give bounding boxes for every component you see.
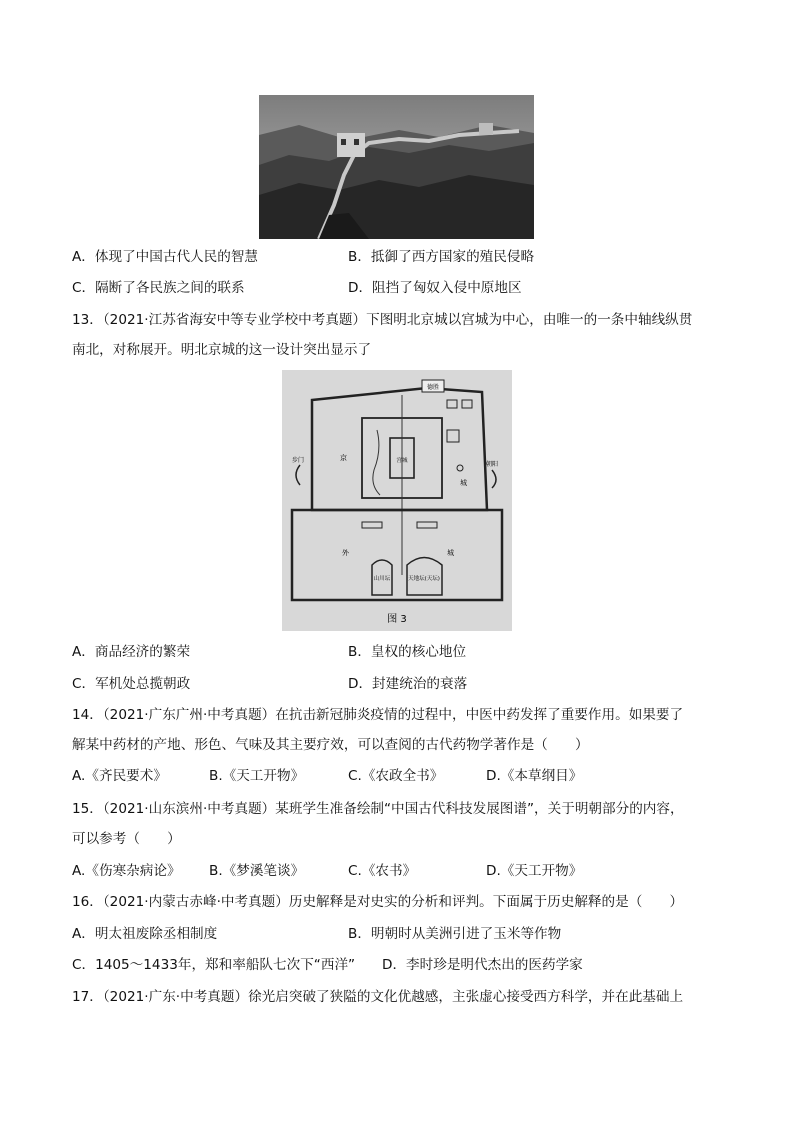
q16-stem-line1: 16．（2021·内蒙古赤峰·中考真题）历史解释是对史实的分析和评判。下面属于历史解释的是（ ） xyxy=(72,894,684,910)
q15-option-a: A.《伤寒杂病论》 xyxy=(72,863,181,879)
map-caption: 图 3 xyxy=(387,614,407,625)
map-label-west-gate: 步门 xyxy=(292,457,305,464)
map-label-jing2: 城 xyxy=(460,479,467,487)
great-wall-photo xyxy=(259,95,534,239)
beijing-map-figure xyxy=(282,370,512,631)
q13-option-c: C．军机处总揽朝政 xyxy=(72,676,191,692)
q16-option-b: B．明朝时从美洲引进了玉米等作物 xyxy=(348,926,562,942)
q13-stem-line1: 13．（2021·江苏省海安中等专业学校中考真题）下图明北京城以宫城为中心，由唯一的一条中轴线纵贯 xyxy=(72,312,693,328)
q14-option-a: A.《齐民要术》 xyxy=(72,768,167,784)
map-label-jing1: 京 xyxy=(340,454,347,462)
q13-option-d: D．封建统治的衰落 xyxy=(348,676,468,692)
q15-stem-line2: 可以参考（ ） xyxy=(72,831,181,847)
q12-option-d: D．阻挡了匈奴入侵中原地区 xyxy=(348,280,522,296)
map-label-shanchuan: 山川坛 xyxy=(373,576,391,582)
map-label-top-gate: 德胜 xyxy=(426,384,440,391)
q14-stem-line2: 解某中药材的产地、形色、气味及其主要疗效，可以查阅的古代药物学著作是（ ） xyxy=(72,737,589,753)
q14-option-d: D.《本草纲目》 xyxy=(486,768,583,784)
map-label-outer-right: 城 xyxy=(447,549,454,557)
q15-option-b: B.《梦溪笔谈》 xyxy=(209,863,305,879)
map-label-outer-left: 外 xyxy=(342,549,349,557)
q15-option-c: C.《农书》 xyxy=(348,863,417,879)
q17-stem-line1: 17．（2021·广东·中考真题）徐光启突破了狭隘的文化优越感，主张虚心接受西方科学，并在此基础上 xyxy=(72,989,684,1005)
q16-option-a: A．明太祖废除丞相制度 xyxy=(72,926,218,942)
q13-option-b: B．皇权的核心地位 xyxy=(348,644,467,660)
q12-option-c: C．隔断了各民族之间的联系 xyxy=(72,280,245,296)
q16-option-d: D．李时珍是明代杰出的医药学家 xyxy=(382,957,583,973)
q14-option-c: C.《农政全书》 xyxy=(348,768,444,784)
q16-option-c: C．1405～1433年，郑和率船队七次下“西洋” xyxy=(72,957,356,973)
map-label-tiantan: 天地坛(天坛) xyxy=(408,576,440,582)
q15-option-d: D.《天工开物》 xyxy=(486,863,583,879)
map-label-east-gate: 朝阳 xyxy=(486,461,499,468)
map-label-palace: 宫城 xyxy=(396,458,408,464)
q12-option-a: A．体现了中国古代人民的智慧 xyxy=(72,249,259,265)
q14-option-b: B.《天工开物》 xyxy=(209,768,305,784)
q13-stem-line2: 南北，对称展开。明北京城的这一设计突出显示了 xyxy=(72,342,372,358)
q14-stem-line1: 14．（2021·广东广州·中考真题）在抗击新冠肺炎疫情的过程中，中医中药发挥了重要作用。如果要了 xyxy=(72,707,684,723)
q15-stem-line1: 15．（2021·山东滨州·中考真题）某班学生准备绘制“中国古代科技发展图谱”，关于明朝部分的内容， xyxy=(72,801,684,817)
q12-option-b: B．抵御了西方国家的殖民侵略 xyxy=(348,249,535,265)
q13-option-a: A．商品经济的繁荣 xyxy=(72,644,191,660)
